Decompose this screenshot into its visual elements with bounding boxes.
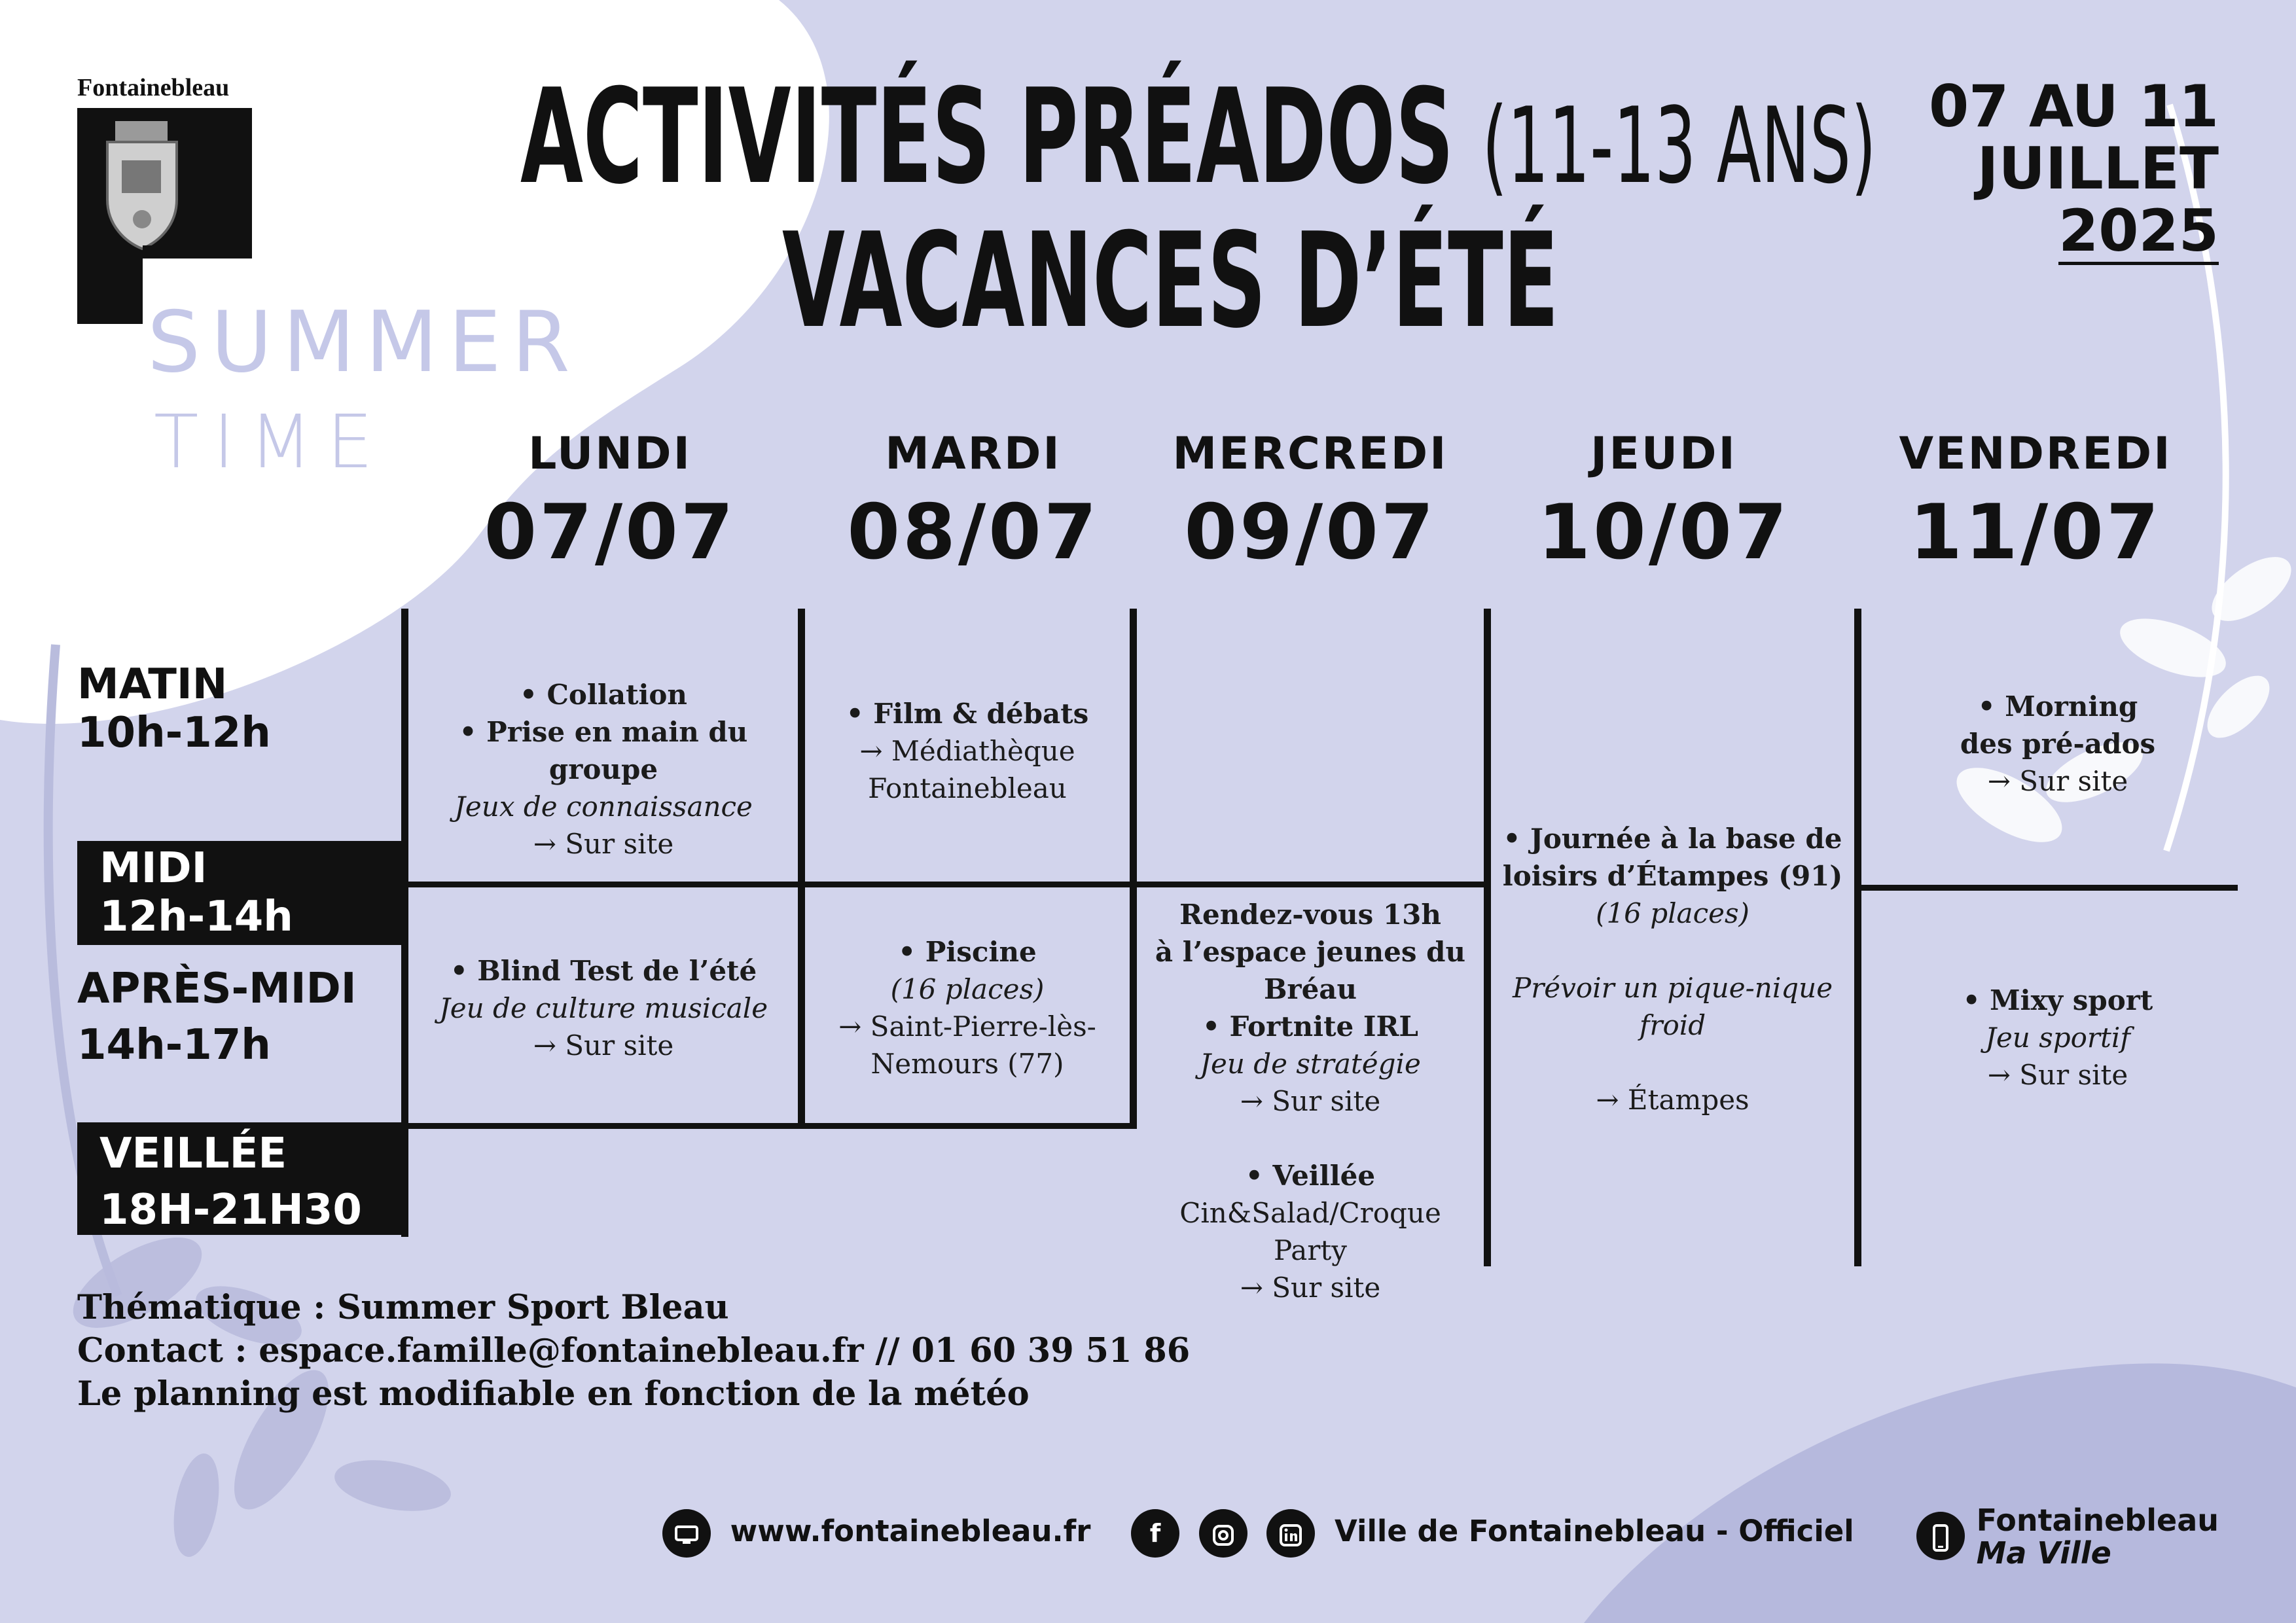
activity-friday-afternoon <box>1861 982 2254 1094</box>
day-date: 08/07 <box>847 488 1100 577</box>
day-header-wednesday <box>1127 428 1494 577</box>
slot-veillee <box>77 1122 408 1235</box>
slot-time: 14h-17h <box>77 1020 271 1069</box>
website-url[interactable]: www.fontainebleau.fr <box>730 1514 1091 1548</box>
activity-tuesday-afternoon <box>805 933 1130 1082</box>
slot-matin <box>77 661 271 757</box>
page-subtitle: VACANCES D’ÉTÉ <box>782 205 1559 357</box>
activity-title: à l’espace jeunes du <box>1155 936 1466 968</box>
activity-wednesday-afternoon <box>1137 896 1484 1306</box>
activity-title: • Blind Test de l’été <box>450 955 757 987</box>
slot-apres-midi <box>77 965 357 1069</box>
monitor-icon <box>662 1509 711 1558</box>
day-date: 09/07 <box>1184 488 1437 577</box>
activity-detail: (16 places) <box>890 973 1045 1005</box>
activity-title: • Collation <box>520 679 687 711</box>
activity-location: → Sur site <box>533 828 674 860</box>
crest <box>107 121 177 249</box>
grid-line <box>1130 609 1137 1129</box>
day-date: 11/07 <box>1909 488 2162 577</box>
slot-time: 18H-21H30 <box>99 1185 362 1234</box>
day-date: 07/07 <box>484 488 736 577</box>
day-name: LUNDI <box>528 428 692 480</box>
time-word: TIME <box>154 400 387 485</box>
weather-note: Le planning est modifiable en fonction de la météo <box>77 1374 1030 1414</box>
slot-time: 10h-12h <box>77 708 271 757</box>
activity-location: → Sur site <box>533 1029 674 1061</box>
activity-monday-morning <box>409 676 798 863</box>
day-date: 10/07 <box>1537 488 1790 577</box>
activity-detail: Prévoir un pique-nique <box>1512 972 1833 1004</box>
website-link[interactable] <box>662 1508 1090 1558</box>
grid-line <box>401 882 1490 887</box>
day-name: JEUDI <box>1590 428 1737 480</box>
activity-detail: Jeux de connaissance <box>454 791 753 823</box>
activity-detail: Cin&Salad/Croque <box>1179 1197 1441 1229</box>
grid-line <box>401 1123 1137 1129</box>
activity-title: loisirs d’Étampes (91) <box>1502 860 1843 892</box>
day-name: MARDI <box>885 428 1062 480</box>
social-handle[interactable]: Ville de Fontainebleau - Officiel <box>1335 1514 1854 1548</box>
day-name: VENDREDI <box>1899 428 2172 480</box>
day-name: MERCREDI <box>1172 428 1448 480</box>
date-range <box>1929 75 2219 265</box>
date-range-line1: 07 AU 11 <box>1928 73 2219 140</box>
smartphone-icon <box>1916 1512 1965 1560</box>
activity-title: • Fortnite IRL <box>1202 1010 1418 1043</box>
summer-word: SUMMER <box>147 294 581 391</box>
city-crest-icon <box>77 108 252 324</box>
activity-location: → Saint-Pierre-lès- <box>838 1010 1096 1043</box>
activity-title: Bréau <box>1263 973 1357 1005</box>
activity-detail: (16 places) <box>1596 897 1749 929</box>
activity-thursday-day <box>1491 820 1854 1118</box>
info-notes <box>77 1286 1190 1416</box>
day-header-monday <box>427 428 793 577</box>
theme-note: Thématique : Summer Sport Bleau <box>77 1288 729 1327</box>
linkedin-icon[interactable] <box>1266 1509 1315 1558</box>
page-title <box>520 61 1876 213</box>
activity-title: • Piscine <box>898 936 1037 968</box>
day-header-thursday <box>1480 428 1847 577</box>
activity-detail: Jeu sportif <box>1985 1022 2130 1054</box>
slot-label: VEILLÉE <box>99 1130 287 1178</box>
grid-line <box>1854 885 2238 891</box>
activity-location: → Sur site <box>1240 1085 1381 1117</box>
title-main: ACTIVITÉS PRÉADOS <box>520 61 1454 213</box>
day-header-friday <box>1852 428 2219 577</box>
activity-monday-afternoon <box>409 952 798 1064</box>
activity-detail: Party <box>1273 1234 1348 1266</box>
date-range-line2: JUILLET <box>1977 135 2219 202</box>
activity-title: • Prise en main du groupe <box>459 716 748 785</box>
activity-location: → Sur site <box>1987 765 2128 797</box>
contact-note[interactable]: Contact : espace.famille@fontainebleau.fr // 01 60 39 51 86 <box>77 1331 1191 1370</box>
grid-line <box>1484 609 1491 1266</box>
social-links <box>1131 1508 1854 1558</box>
grid-line <box>798 609 805 1126</box>
activity-friday-morning <box>1861 688 2254 800</box>
app-name: Fontainebleau <box>1976 1503 2219 1538</box>
activity-title: des pré-ados <box>1960 728 2156 760</box>
activity-location: → Sur site <box>1240 1272 1381 1304</box>
activity-location: → Médiathèque <box>859 735 1075 767</box>
app-promo[interactable] <box>1916 1504 2219 1569</box>
activity-location: Nemours (77) <box>870 1048 1064 1080</box>
title-age: (11-13 ANS) <box>1482 84 1876 207</box>
slot-label: APRÈS-MIDI <box>77 965 357 1013</box>
facebook-icon[interactable]: f <box>1131 1509 1179 1558</box>
date-range-year: 2025 <box>2058 197 2219 264</box>
app-sub: Ma Ville <box>1976 1535 2111 1571</box>
brand-name: Fontainebleau <box>77 74 230 101</box>
activity-title: Rendez-vous 13h <box>1179 899 1441 931</box>
bottom-right-blob <box>1584 1363 2296 1623</box>
activity-tuesday-morning <box>805 695 1130 807</box>
activity-title: • Journée à la base de <box>1503 823 1842 855</box>
slot-time: 12h-14h <box>99 892 293 941</box>
activity-detail: froid <box>1639 1009 1706 1041</box>
slot-label: MIDI <box>99 844 207 893</box>
activity-title: • Morning <box>1977 690 2138 722</box>
slot-label: MATIN <box>77 660 228 709</box>
activity-location: → Sur site <box>1987 1059 2128 1091</box>
activity-detail: Jeu de stratégie <box>1200 1048 1421 1080</box>
activity-location: Fontainebleau <box>868 772 1067 804</box>
activity-title: • Veillée <box>1245 1160 1376 1192</box>
day-header-tuesday <box>790 428 1157 577</box>
activity-detail: Jeu de culture musicale <box>439 992 768 1024</box>
slot-midi <box>77 841 408 945</box>
grid-line <box>1854 609 1861 1266</box>
activity-title: • Film & débats <box>846 698 1089 730</box>
instagram-icon[interactable] <box>1199 1509 1247 1558</box>
activity-title: • Mixy sport <box>1962 984 2153 1016</box>
activity-location: → Étampes <box>1596 1084 1749 1116</box>
